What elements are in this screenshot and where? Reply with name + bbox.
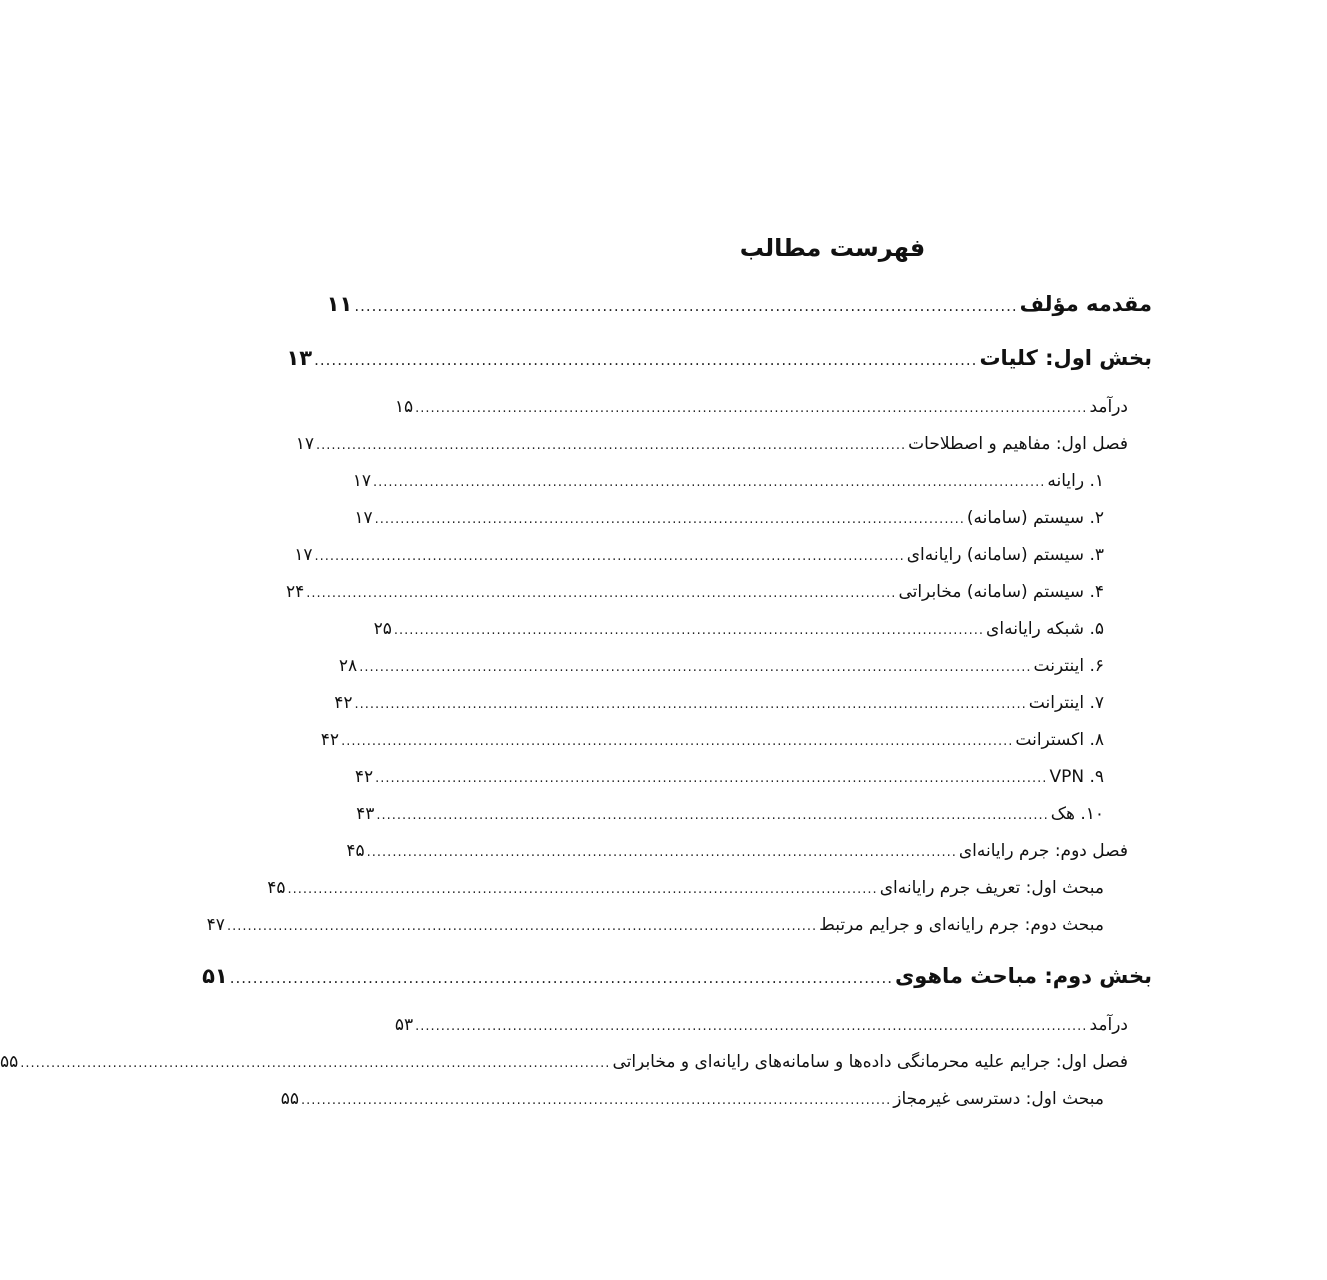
- toc-entry-label: ۷. اینترانت: [1028, 693, 1104, 713]
- toc-page-number: ۱۷: [354, 508, 373, 528]
- toc-entry-item-10[interactable]: [356, 796, 1152, 833]
- toc-entry-item-9[interactable]: [354, 759, 1152, 796]
- toc-entry-item-1[interactable]: [352, 463, 1152, 500]
- toc-entry-label: درآمد: [1089, 397, 1128, 417]
- dot-leader: ...................................................................................................................: [20, 1056, 611, 1071]
- toc-entry-item-5[interactable]: [373, 611, 1152, 648]
- toc-page-number: ۲۵: [373, 619, 392, 639]
- toc-page-number: ۵۵: [280, 1089, 300, 1109]
- toc-entry-chapter-two[interactable]: [346, 833, 1152, 870]
- toc-page-number: ۴۲: [320, 730, 340, 750]
- dot-leader: ...................................................................................................................: [287, 882, 878, 897]
- toc-entry-section-two[interactable]: [206, 907, 1152, 944]
- toc-entry-label: مقدمه مؤلف: [1019, 292, 1152, 316]
- dot-leader: ...................................................................................................................: [301, 1093, 892, 1108]
- toc-entry-item-8[interactable]: [320, 722, 1152, 759]
- toc-page-number: ۱۱: [326, 292, 353, 316]
- toc-entry-label: بخش دوم: مباحث ماهوی: [895, 964, 1152, 988]
- toc-entry-item-6[interactable]: [338, 648, 1152, 685]
- toc-entry-item-7[interactable]: [334, 685, 1152, 722]
- toc-entry-authors-introduction[interactable]: [326, 283, 1152, 326]
- toc-entry-label: فصل دوم: جرم رایانه‌ای: [958, 841, 1128, 861]
- dot-leader: ...................................................................................................................: [306, 586, 897, 601]
- toc-entry-label: ۵. شبکه رایانه‌ای: [986, 619, 1104, 639]
- dot-leader: ...................................................................................................................................: [376, 808, 1049, 823]
- dot-leader: ...................................................................................................................: [393, 623, 985, 638]
- toc-page-number: ۵۱: [202, 964, 228, 988]
- toc-page-number: ۴۲: [354, 767, 374, 787]
- dot-leader: ...................................................................................................................: [229, 969, 894, 987]
- toc-entry-label: ۲. سیستم (سامانه): [966, 508, 1104, 528]
- dot-leader: ...................................................................................................................................: [354, 697, 1027, 712]
- toc-entry-preface-part-one[interactable]: [394, 389, 1152, 426]
- toc-entry-label: مبحث اول: تعریف جرم رایانه‌ای: [879, 878, 1104, 898]
- toc-page-number: ۱۷: [352, 471, 372, 491]
- toc-entry-preface-part-two[interactable]: [394, 1007, 1152, 1044]
- dot-leader: ...................................................................................................................................: [415, 401, 1088, 416]
- toc-entry-label: مبحث دوم: جرم رایانه‌ای و جرایم مرتبط: [819, 915, 1104, 935]
- toc-entry-item-3[interactable]: [294, 537, 1152, 574]
- toc-entry-part-one[interactable]: [286, 330, 1152, 387]
- toc-entry-part-two[interactable]: [202, 948, 1152, 1005]
- dot-leader: ...................................................................................................................................: [373, 475, 1046, 490]
- toc-entry-label: ۸. اکسترانت: [1015, 730, 1104, 750]
- toc-page-number: ۱۷: [294, 545, 313, 565]
- dot-leader: ...................................................................................................................................: [341, 734, 1014, 749]
- dot-leader: ...................................................................................................................................: [375, 771, 1048, 786]
- table-of-contents: [0, 283, 1152, 1118]
- toc-page-number: ۴۲: [334, 693, 353, 713]
- toc-page-number: ۲۴: [285, 582, 305, 602]
- toc-page-number: ۱۷: [295, 434, 314, 454]
- toc-entry-label: فصل اول: مفاهیم و اصطلاحات: [908, 434, 1128, 454]
- toc-entry-label: ۳. سیستم (سامانه) رایانه‌ای: [906, 545, 1104, 565]
- toc-entry-label: ۱۰. هک: [1050, 804, 1104, 824]
- toc-page-number: ۴۵: [346, 841, 365, 861]
- toc-page-number: ۵۳: [394, 1015, 414, 1035]
- toc-page-number: ۲۸: [338, 656, 358, 676]
- toc-page-number: ۴۵: [267, 878, 286, 898]
- toc-entry-label: ۹. VPN: [1049, 767, 1104, 787]
- toc-entry-label: فصل اول: جرایم علیه محرمانگی داده‌ها و سامانه‌های رایانه‌ای و مخابراتی: [612, 1052, 1128, 1072]
- toc-page-number: ۱۳: [286, 346, 313, 370]
- toc-entry-chapter-one[interactable]: [295, 426, 1152, 463]
- dot-leader: ...................................................................................................................: [226, 919, 818, 934]
- dot-leader: ...................................................................................................................................: [359, 660, 1032, 675]
- page-title: فهرست مطالب: [739, 234, 926, 262]
- dot-leader: ...................................................................................................................: [366, 845, 957, 860]
- toc-entry-part-two-section-one[interactable]: [280, 1081, 1152, 1118]
- toc-entry-label: مبحث اول: دسترسی غیرمجاز: [893, 1089, 1104, 1109]
- toc-page-number: ۴۷: [206, 915, 225, 935]
- dot-leader: ...................................................................................................................: [354, 297, 1018, 315]
- dot-leader: ...................................................................................................................: [314, 549, 905, 564]
- toc-page-number: ۴۳: [356, 804, 375, 824]
- toc-entry-label: ۶. اینترنت: [1033, 656, 1104, 676]
- toc-entry-part-two-chapter-one[interactable]: [0, 1044, 1152, 1081]
- toc-entry-item-2[interactable]: [354, 500, 1152, 537]
- dot-leader: ...................................................................................................................: [314, 351, 978, 369]
- dot-leader: ...................................................................................................................................: [415, 1019, 1088, 1034]
- toc-entry-label: ۱. رایانه: [1047, 471, 1104, 491]
- dot-leader: ...................................................................................................................: [374, 512, 965, 527]
- toc-page-number: ۵۵: [0, 1052, 19, 1072]
- toc-entry-label: بخش اول: کلیات: [979, 346, 1152, 370]
- toc-entry-label: درآمد: [1089, 1015, 1128, 1035]
- toc-entry-section-one[interactable]: [267, 870, 1152, 907]
- toc-page-number: ۱۵: [394, 397, 414, 417]
- toc-entry-label: ۴. سیستم (سامانه) مخابراتی: [898, 582, 1104, 602]
- dot-leader: ...................................................................................................................: [315, 438, 907, 453]
- toc-entry-item-4[interactable]: [285, 574, 1152, 611]
